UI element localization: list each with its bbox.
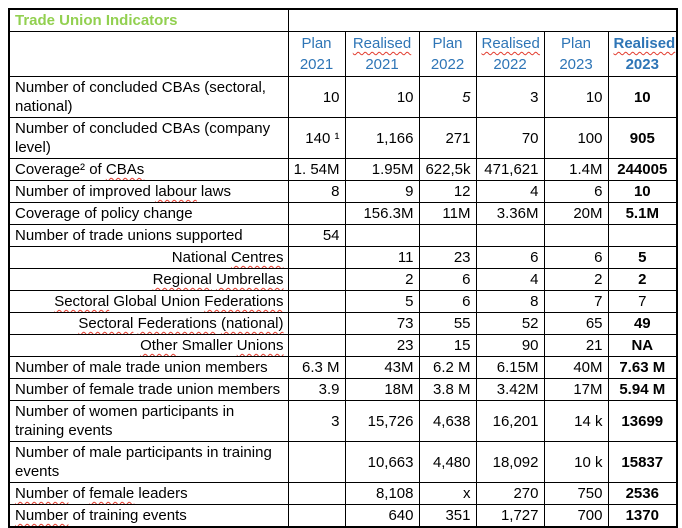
document-canvas <box>8 8 678 528</box>
misspelled-word: Sectoral <box>78 315 134 332</box>
header-year: 2021 <box>365 56 399 73</box>
cell-realised-2022: 70 <box>476 118 544 159</box>
cell-realised-2022: 90 <box>476 335 544 357</box>
cell-plan-2023: 100 <box>544 118 608 159</box>
cell-plan-2022: 12 <box>419 181 476 203</box>
misspelled-word: labour <box>155 183 197 200</box>
row-label <box>9 118 288 159</box>
row-label <box>9 379 288 401</box>
cell-plan-2021: 3 <box>288 401 345 442</box>
cell-plan-2022: x <box>419 483 476 505</box>
cell-realised-2022: 6 <box>476 247 544 269</box>
cell-realised-2022: 3.36M <box>476 203 544 225</box>
cell-plan-2023: 20M <box>544 203 608 225</box>
cell-plan-2023: 700 <box>544 505 608 528</box>
table-row <box>9 269 677 291</box>
cell-realised-2022: 3.42M <box>476 379 544 401</box>
cell-plan-2022: 271 <box>419 118 476 159</box>
cell-plan-2023: 40M <box>544 357 608 379</box>
cell-realised-2023: 10 <box>608 77 677 118</box>
column-header-plan-2023 <box>544 32 608 77</box>
cell-plan-2021: 8 <box>288 181 345 203</box>
cell-realised-2023: 49 <box>608 313 677 335</box>
label-text: Smaller <box>177 337 237 354</box>
header-word: Realised <box>352 35 412 52</box>
misspelled-word: Sectoral <box>54 293 110 310</box>
table-row <box>9 379 677 401</box>
misspelled-word: (national) <box>220 315 284 332</box>
cell-plan-2023: 6 <box>544 181 608 203</box>
cell-realised-2021: 43M <box>345 357 419 379</box>
row-label <box>9 357 288 379</box>
label-text: Number of concluded CBAs (company level) <box>15 120 271 156</box>
header-year: 2022 <box>493 56 527 73</box>
misspelled-word: Federations <box>204 293 284 310</box>
table-row <box>9 181 677 203</box>
cell-realised-2023: 1370 <box>608 505 677 528</box>
cell-plan-2021: 10 <box>288 77 345 118</box>
cell-plan-2022: 55 <box>419 313 476 335</box>
cell-plan-2022: 6 <box>419 291 476 313</box>
cell-realised-2021: 156.3M <box>345 203 419 225</box>
cell-realised-2023: 905 <box>608 118 677 159</box>
cell-realised-2022: 16,201 <box>476 401 544 442</box>
cell-realised-2021: 10,663 <box>345 442 419 483</box>
table-row <box>9 77 677 118</box>
table-row <box>9 483 677 505</box>
table-row <box>9 291 677 313</box>
misspelled-word: Federations <box>137 315 217 332</box>
cell-plan-2022: 5 <box>419 77 476 118</box>
cell-plan-2023: 2 <box>544 269 608 291</box>
cell-plan-2022: 622,5k <box>419 159 476 181</box>
cell-plan-2022: 6.2 M <box>419 357 476 379</box>
cell-realised-2021: 73 <box>345 313 419 335</box>
label-text: of <box>68 485 90 502</box>
label-text: leaders <box>134 485 188 502</box>
cell-plan-2023: 7 <box>544 291 608 313</box>
row-label <box>9 247 288 269</box>
label-text: Coverage² of <box>15 161 106 178</box>
cell-realised-2021: 5 <box>345 291 419 313</box>
cell-plan-2021 <box>288 291 345 313</box>
cell-plan-2022: 3.8 M <box>419 379 476 401</box>
misspelled-word: Other <box>140 337 178 354</box>
cell-plan-2022: 6 <box>419 269 476 291</box>
cell-plan-2021 <box>288 269 345 291</box>
title-row-spacer <box>288 9 677 32</box>
label-text: Coverage of policy change <box>15 205 193 222</box>
row-label <box>9 159 288 181</box>
column-header-realised-2021 <box>345 32 419 77</box>
row-label <box>9 335 288 357</box>
cell-realised-2021: 2 <box>345 269 419 291</box>
header-word: Realised <box>481 35 540 52</box>
row-label <box>9 225 288 247</box>
label-text: Number of concluded CBAs (sectoral, national) <box>15 79 266 115</box>
label-text: Number of male participants in training events <box>15 444 272 480</box>
label-text: Number of trade unions supported <box>15 227 243 244</box>
row-label <box>9 442 288 483</box>
cell-realised-2023: 7.63 M <box>608 357 677 379</box>
row-label <box>9 181 288 203</box>
label-text: laws <box>196 183 231 200</box>
trade-union-indicators-table <box>8 8 678 528</box>
page-title: Trade Union Indicators <box>9 9 288 32</box>
cell-realised-2023 <box>608 225 677 247</box>
cell-plan-2022: 4,480 <box>419 442 476 483</box>
row-label <box>9 291 288 313</box>
misspelled-word: Regional <box>152 271 212 288</box>
cell-plan-2021: 54 <box>288 225 345 247</box>
cell-plan-2021 <box>288 247 345 269</box>
cell-plan-2023: 1.4M <box>544 159 608 181</box>
table-row <box>9 335 677 357</box>
cell-plan-2023: 21 <box>544 335 608 357</box>
cell-plan-2022: 351 <box>419 505 476 528</box>
table-row <box>9 118 677 159</box>
cell-plan-2021 <box>288 335 345 357</box>
header-row <box>9 32 677 77</box>
cell-realised-2022: 8 <box>476 291 544 313</box>
cell-realised-2023: 2536 <box>608 483 677 505</box>
cell-realised-2023: 2 <box>608 269 677 291</box>
misspelled-word: Number <box>15 507 69 524</box>
header-word: Realised <box>613 35 676 52</box>
cell-realised-2021: 1,166 <box>345 118 419 159</box>
misspelled-word: Number <box>15 485 69 502</box>
cell-plan-2021 <box>288 313 345 335</box>
cell-plan-2021: 1. 54M <box>288 159 345 181</box>
cell-plan-2021 <box>288 483 345 505</box>
column-header-plan-2021 <box>288 32 345 77</box>
cell-realised-2022: 471,621 <box>476 159 544 181</box>
cell-realised-2022: 6.15M <box>476 357 544 379</box>
table-row <box>9 401 677 442</box>
cell-realised-2022: 4 <box>476 181 544 203</box>
misspelled-word: Umbrellas <box>215 271 284 288</box>
header-word: Plan <box>432 35 463 52</box>
table-row <box>9 203 677 225</box>
cell-plan-2023: 17M <box>544 379 608 401</box>
cell-plan-2021 <box>288 203 345 225</box>
cell-realised-2021: 640 <box>345 505 419 528</box>
cell-realised-2021: 11 <box>345 247 419 269</box>
table-row <box>9 247 677 269</box>
header-corner-cell <box>9 32 288 77</box>
label-text: Number of female trade union members <box>15 381 281 398</box>
cell-realised-2021: 1.95M <box>345 159 419 181</box>
table-row <box>9 159 677 181</box>
label-text: of training events <box>68 507 187 524</box>
label-text: Number of male trade union members <box>15 359 268 376</box>
cell-plan-2022: 4,638 <box>419 401 476 442</box>
cell-realised-2021: 15,726 <box>345 401 419 442</box>
cell-plan-2021 <box>288 442 345 483</box>
cell-plan-2023: 14 k <box>544 401 608 442</box>
cell-realised-2023: 13699 <box>608 401 677 442</box>
header-word: Plan <box>560 35 592 52</box>
title-row <box>9 9 677 32</box>
cell-realised-2022: 52 <box>476 313 544 335</box>
cell-realised-2022: 270 <box>476 483 544 505</box>
cell-realised-2023: 5 <box>608 247 677 269</box>
cell-realised-2021: 10 <box>345 77 419 118</box>
misspelled-word: female <box>89 485 135 502</box>
cell-plan-2023: 6 <box>544 247 608 269</box>
cell-realised-2021: 9 <box>345 181 419 203</box>
cell-realised-2023: 244005 <box>608 159 677 181</box>
cell-plan-2023: 10 <box>544 77 608 118</box>
cell-realised-2022: 3 <box>476 77 544 118</box>
cell-plan-2023: 10 k <box>544 442 608 483</box>
column-header-realised-2022 <box>476 32 544 77</box>
cell-plan-2022 <box>419 225 476 247</box>
label-text: Number of women participants in training events <box>15 403 235 439</box>
cell-realised-2023: 10 <box>608 181 677 203</box>
label-text: Global Union <box>109 293 205 310</box>
cell-realised-2021: 23 <box>345 335 419 357</box>
cell-plan-2021: 6.3 M <box>288 357 345 379</box>
table-row <box>9 357 677 379</box>
cell-plan-2023 <box>544 225 608 247</box>
cell-realised-2023: 15837 <box>608 442 677 483</box>
cell-realised-2021 <box>345 225 419 247</box>
cell-realised-2023: NA <box>608 335 677 357</box>
cell-realised-2022: 4 <box>476 269 544 291</box>
cell-realised-2023: 5.1M <box>608 203 677 225</box>
cell-plan-2021: 140 ¹ <box>288 118 345 159</box>
row-label <box>9 269 288 291</box>
column-header-plan-2022 <box>419 32 476 77</box>
row-label <box>9 313 288 335</box>
misspelled-word: CBAs <box>105 161 145 178</box>
cell-plan-2022: 15 <box>419 335 476 357</box>
cell-realised-2023: 7 <box>608 291 677 313</box>
misspelled-word: Unions <box>236 337 284 354</box>
header-year: 2021 <box>299 56 334 73</box>
cell-realised-2022: 18,092 <box>476 442 544 483</box>
table-row <box>9 225 677 247</box>
header-year: 2022 <box>430 56 465 73</box>
cell-plan-2022: 23 <box>419 247 476 269</box>
label-text: National <box>171 249 231 266</box>
cell-realised-2022 <box>476 225 544 247</box>
row-label <box>9 77 288 118</box>
header-year: 2023 <box>625 56 659 73</box>
label-text: Number of improved <box>15 183 156 200</box>
header-year: 2023 <box>559 56 593 73</box>
cell-realised-2022: 1,727 <box>476 505 544 528</box>
row-label <box>9 401 288 442</box>
row-label <box>9 483 288 505</box>
table-row <box>9 442 677 483</box>
cell-plan-2022: 11M <box>419 203 476 225</box>
cell-realised-2023: 5.94 M <box>608 379 677 401</box>
cell-realised-2021: 8,108 <box>345 483 419 505</box>
misspelled-word: Centres <box>230 249 284 266</box>
cell-realised-2021: 18M <box>345 379 419 401</box>
cell-plan-2023: 750 <box>544 483 608 505</box>
column-header-realised-2023 <box>608 32 677 77</box>
table-row <box>9 313 677 335</box>
cell-plan-2023: 65 <box>544 313 608 335</box>
header-word: Plan <box>301 35 332 52</box>
cell-plan-2021: 3.9 <box>288 379 345 401</box>
row-label <box>9 203 288 225</box>
